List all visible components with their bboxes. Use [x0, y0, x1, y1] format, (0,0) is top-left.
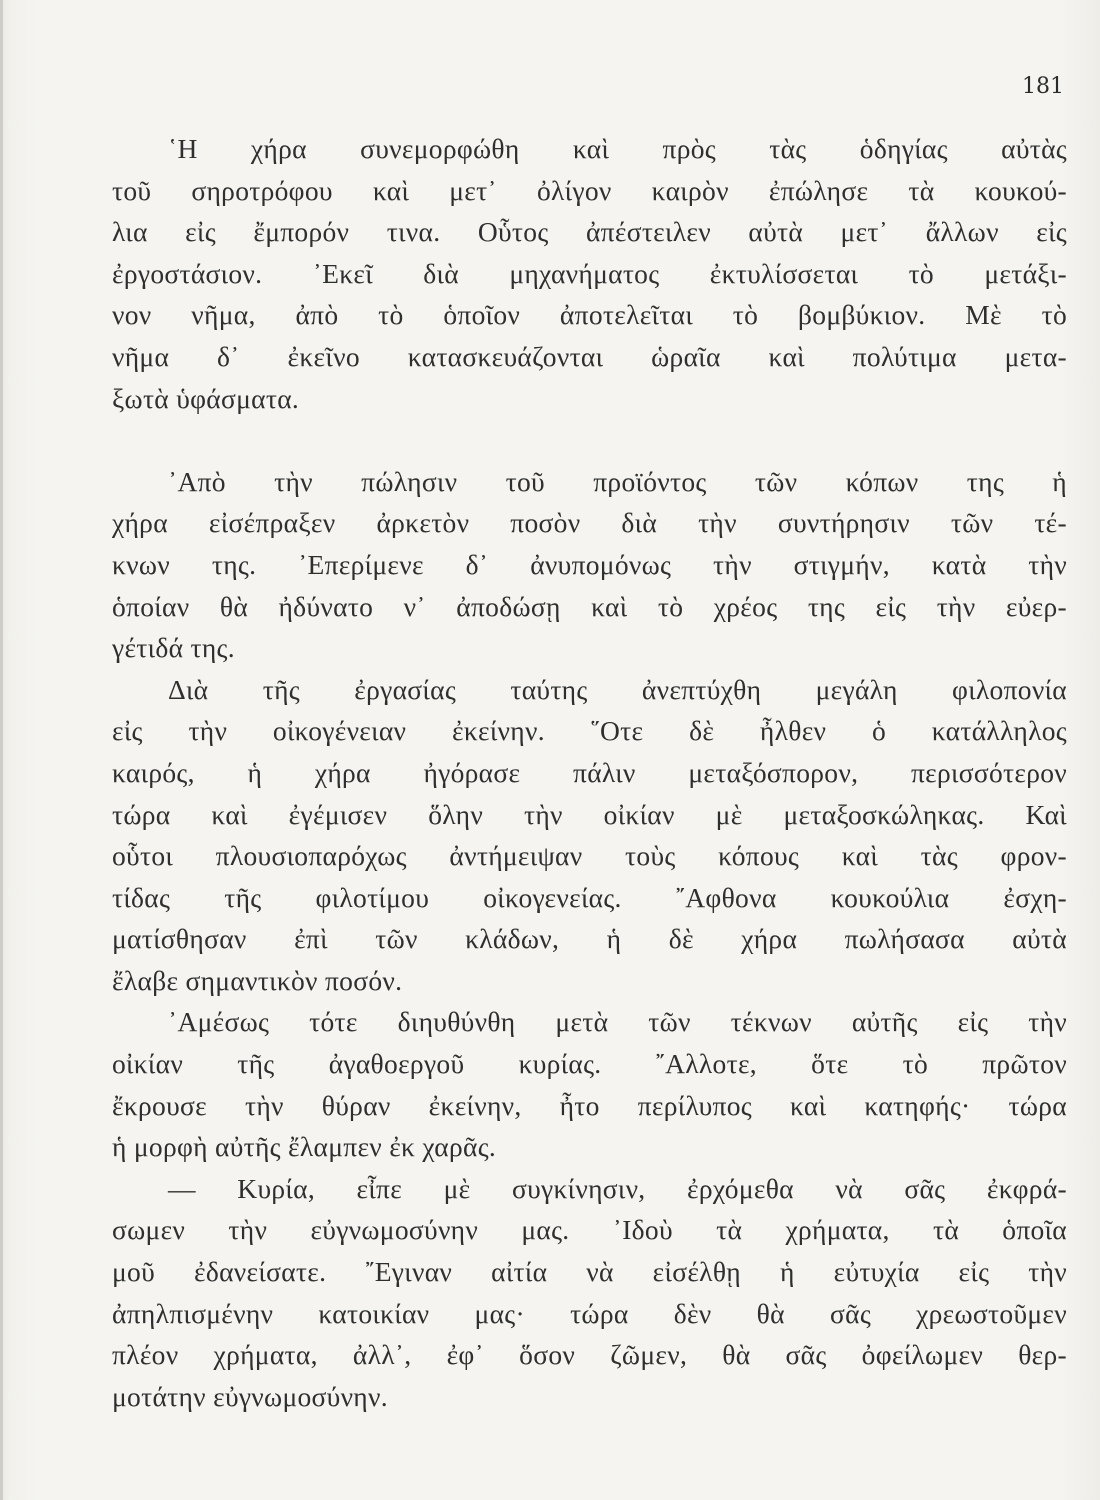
paragraph-spacer [112, 419, 1067, 461]
text-line: πλέον χρήματα, ἀλλ᾽, ἐφ᾽ ὅσον ζῶμεν, θὰ σᾶς ὀφείλωμεν θερ- [112, 1339, 1067, 1371]
text-line: — Κυρία, εἶπε μὲ συγκίνησιν, ἐρχόμεθα νὰ σᾶς ἐκφρά- [168, 1172, 1067, 1204]
text-line: Διὰ τῆς ἐργασίας ταύτης ἀνεπτύχθη μεγάλη φιλοπονία [168, 673, 1067, 705]
text-line: γέτιδά της. [112, 632, 235, 664]
text-line: μοῦ ἐδανείσατε. ῎Εγιναν αἰτία νὰ εἰσέλθῃ ἡ εὐτυχία εἰς τὴν [112, 1256, 1067, 1288]
text-line: ἔκρουσε τὴν θύραν ἐκείνην, ἦτο περίλυπος καὶ κατηφής· τώρα [112, 1089, 1067, 1121]
text-line: κνων της. ᾽Επερίμενε δ᾽ ἀνυπομόνως τὴν στιγμήν, κατὰ τὴν [112, 548, 1067, 580]
paragraph-3 [112, 669, 1067, 1002]
text-line: ῾Η χήρα συνεμορφώθη καὶ πρὸς τὰς ὁδηγίας αὐτὰς [168, 133, 1067, 164]
paragraph-4 [112, 1001, 1067, 1167]
paragraph-1 [112, 128, 1067, 419]
text-line: οἰκίαν τῆς ἀγαθοεργοῦ κυρίας. ῎Αλλοτε, ὅτε τὸ πρῶτον [112, 1048, 1067, 1080]
text-line: εἰς τὴν οἰκογένειαν ἐκείνην. ῞Οτε δὲ ἦλθεν ὁ κατάλληλος [112, 715, 1067, 747]
body-text [112, 128, 1067, 1417]
text-line: λια εἰς ἔμπορόν τινα. Οὗτος ἀπέστειλεν αὐτὰ μετ᾽ ἄλλων εἰς [112, 216, 1067, 248]
text-line: ξωτὰ ὑφάσματα. [112, 382, 300, 414]
text-line: τοῦ σηροτρόφου καὶ μετ᾽ ὀλίγον καιρὸν ἐπώλησε τὰ κουκού- [112, 174, 1067, 206]
page-number: 181 [1022, 74, 1064, 99]
text-line: ᾽Απὸ τὴν πώλησιν τοῦ προϊόντος τῶν κόπων της ἡ [168, 465, 1067, 497]
text-line: ἡ μορφὴ αὐτῆς ἔλαμπεν ἐκ χαρᾶς. [112, 1131, 497, 1163]
text-line: νῆμα δ᾽ ἐκεῖνο κατασκευάζονται ὡραῖα καὶ πολύτιμα μετα- [112, 340, 1067, 372]
text-line: σωμεν τὴν εὐγνωμοσύνην μας. ᾽Ιδοὺ τὰ χρήματα, τὰ ὁποῖα [112, 1214, 1067, 1246]
text-line: τώρα καὶ ἐγέμισεν ὅλην τὴν οἰκίαν μὲ μεταξοσκώληκας. Καὶ [112, 798, 1067, 830]
text-line: νον νῆμα, ἀπὸ τὸ ὁποῖον ἀποτελεῖται τὸ βομβύκιον. Μὲ τὸ [112, 299, 1067, 331]
text-line: ἔλαβε σημαντικὸν ποσόν. [112, 964, 403, 996]
text-line: ὁποίαν θὰ ἠδύνατο ν᾽ ἀποδώσῃ καὶ τὸ χρέος της εἰς τὴν εὐερ- [112, 590, 1067, 622]
text-line: τίδας τῆς φιλοτίμου οἰκογενείας. ῎Αφθονα κουκούλια ἐσχη- [112, 881, 1067, 913]
text-line: ἀπηλπισμένην κατοικίαν μας· τώρα δὲν θὰ σᾶς χρεωστοῦμεν [112, 1297, 1067, 1329]
page-binding-edge [0, 0, 3, 1500]
text-line: ᾽Αμέσως τότε διηυθύνθη μετὰ τῶν τέκνων αὐτῆς εἰς τὴν [168, 1006, 1067, 1038]
text-line: μοτάτην εὐγνωμοσύνην. [112, 1380, 388, 1412]
text-line: ματίσθησαν ἐπὶ τῶν κλάδων, ἡ δὲ χήρα πωλήσασα αὐτὰ [112, 923, 1067, 955]
paragraph-2 [112, 461, 1067, 669]
text-line: ἐργοστάσιον. ᾽Εκεῖ διὰ μηχανήματος ἐκτυλίσσεται τὸ μετάξι- [112, 257, 1067, 289]
text-line: οὗτοι πλουσιοπαρόχως ἀντήμειψαν τοὺς κόπους καὶ τὰς φρον- [112, 840, 1067, 872]
text-line: καιρός, ἡ χήρα ἠγόρασε πάλιν μεταξόσπορον, περισσότερον [112, 756, 1067, 788]
text-line: χήρα εἰσέπραξεν ἀρκετὸν ποσὸν διὰ τὴν συντήρησιν τῶν τέ- [112, 507, 1067, 539]
paragraph-5 [112, 1168, 1067, 1418]
